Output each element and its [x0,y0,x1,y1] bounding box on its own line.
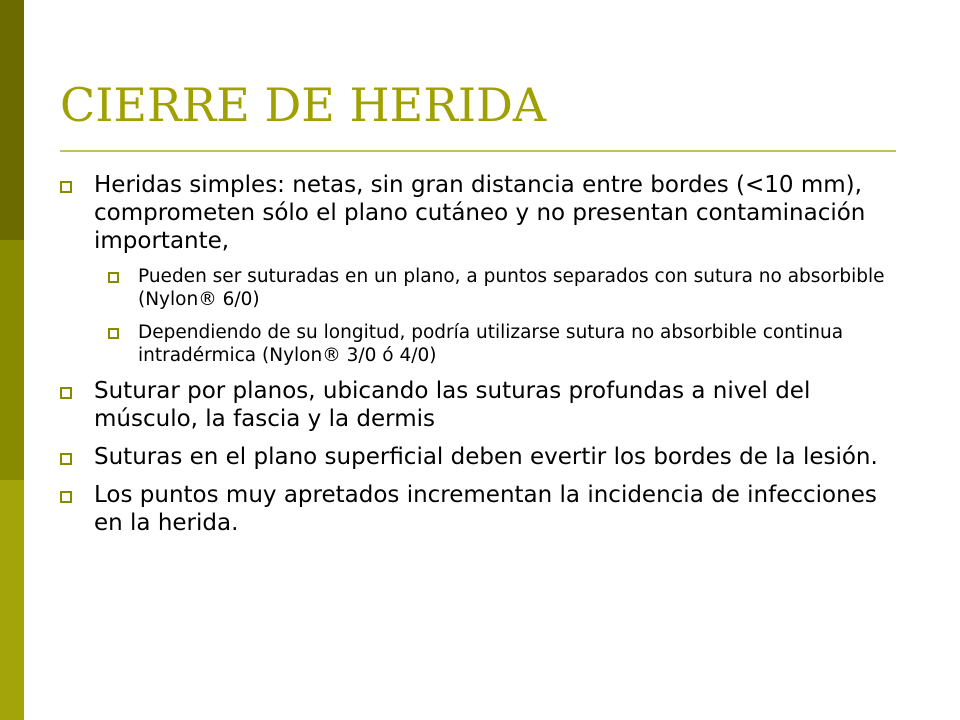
list-item [58,443,888,471]
sidebar-light-segment [0,480,24,720]
list-item [58,171,888,255]
sub-list-item [58,265,888,311]
square-bullet-icon [60,453,72,465]
square-bullet-icon [60,181,72,193]
bullet-text: Heridas simples: netas, sin gran distancia entre bordes (<10 mm), comprometen sólo el plano cutáneo y no presentan contaminación importante, [94,172,866,254]
sub-list-item [58,321,888,367]
title-divider [60,150,896,152]
sub-bullet-text: Pueden ser suturadas en un plano, a puntos separados con sutura no absorbible (Nylon® 6/0) [138,266,885,310]
bullet-text: Suturas en el plano superficial deben evertir los bordes de la lesión. [94,444,878,470]
list-item [58,481,888,537]
sidebar-dark-segment [0,0,24,240]
square-bullet-icon [108,328,119,339]
list-item [58,377,888,433]
sidebar-mid-segment [0,240,24,480]
bullet-text: Suturar por planos, ubicando las suturas profundas a nivel del músculo, la fascia y la dermis [94,378,811,432]
square-bullet-icon [60,387,72,399]
decorative-sidebar [0,0,24,720]
bullet-list [58,171,888,547]
square-bullet-icon [60,491,72,503]
square-bullet-icon [108,272,119,283]
bullet-text: Los puntos muy apretados incrementan la incidencia de infecciones en la herida. [94,482,877,536]
slide-title: CIERRE DE HERIDA [60,78,547,132]
sub-bullet-text: Dependiendo de su longitud, podría utilizarse sutura no absorbible continua intradérmica (Nylon® 3/0 ó 4/0) [138,322,844,366]
